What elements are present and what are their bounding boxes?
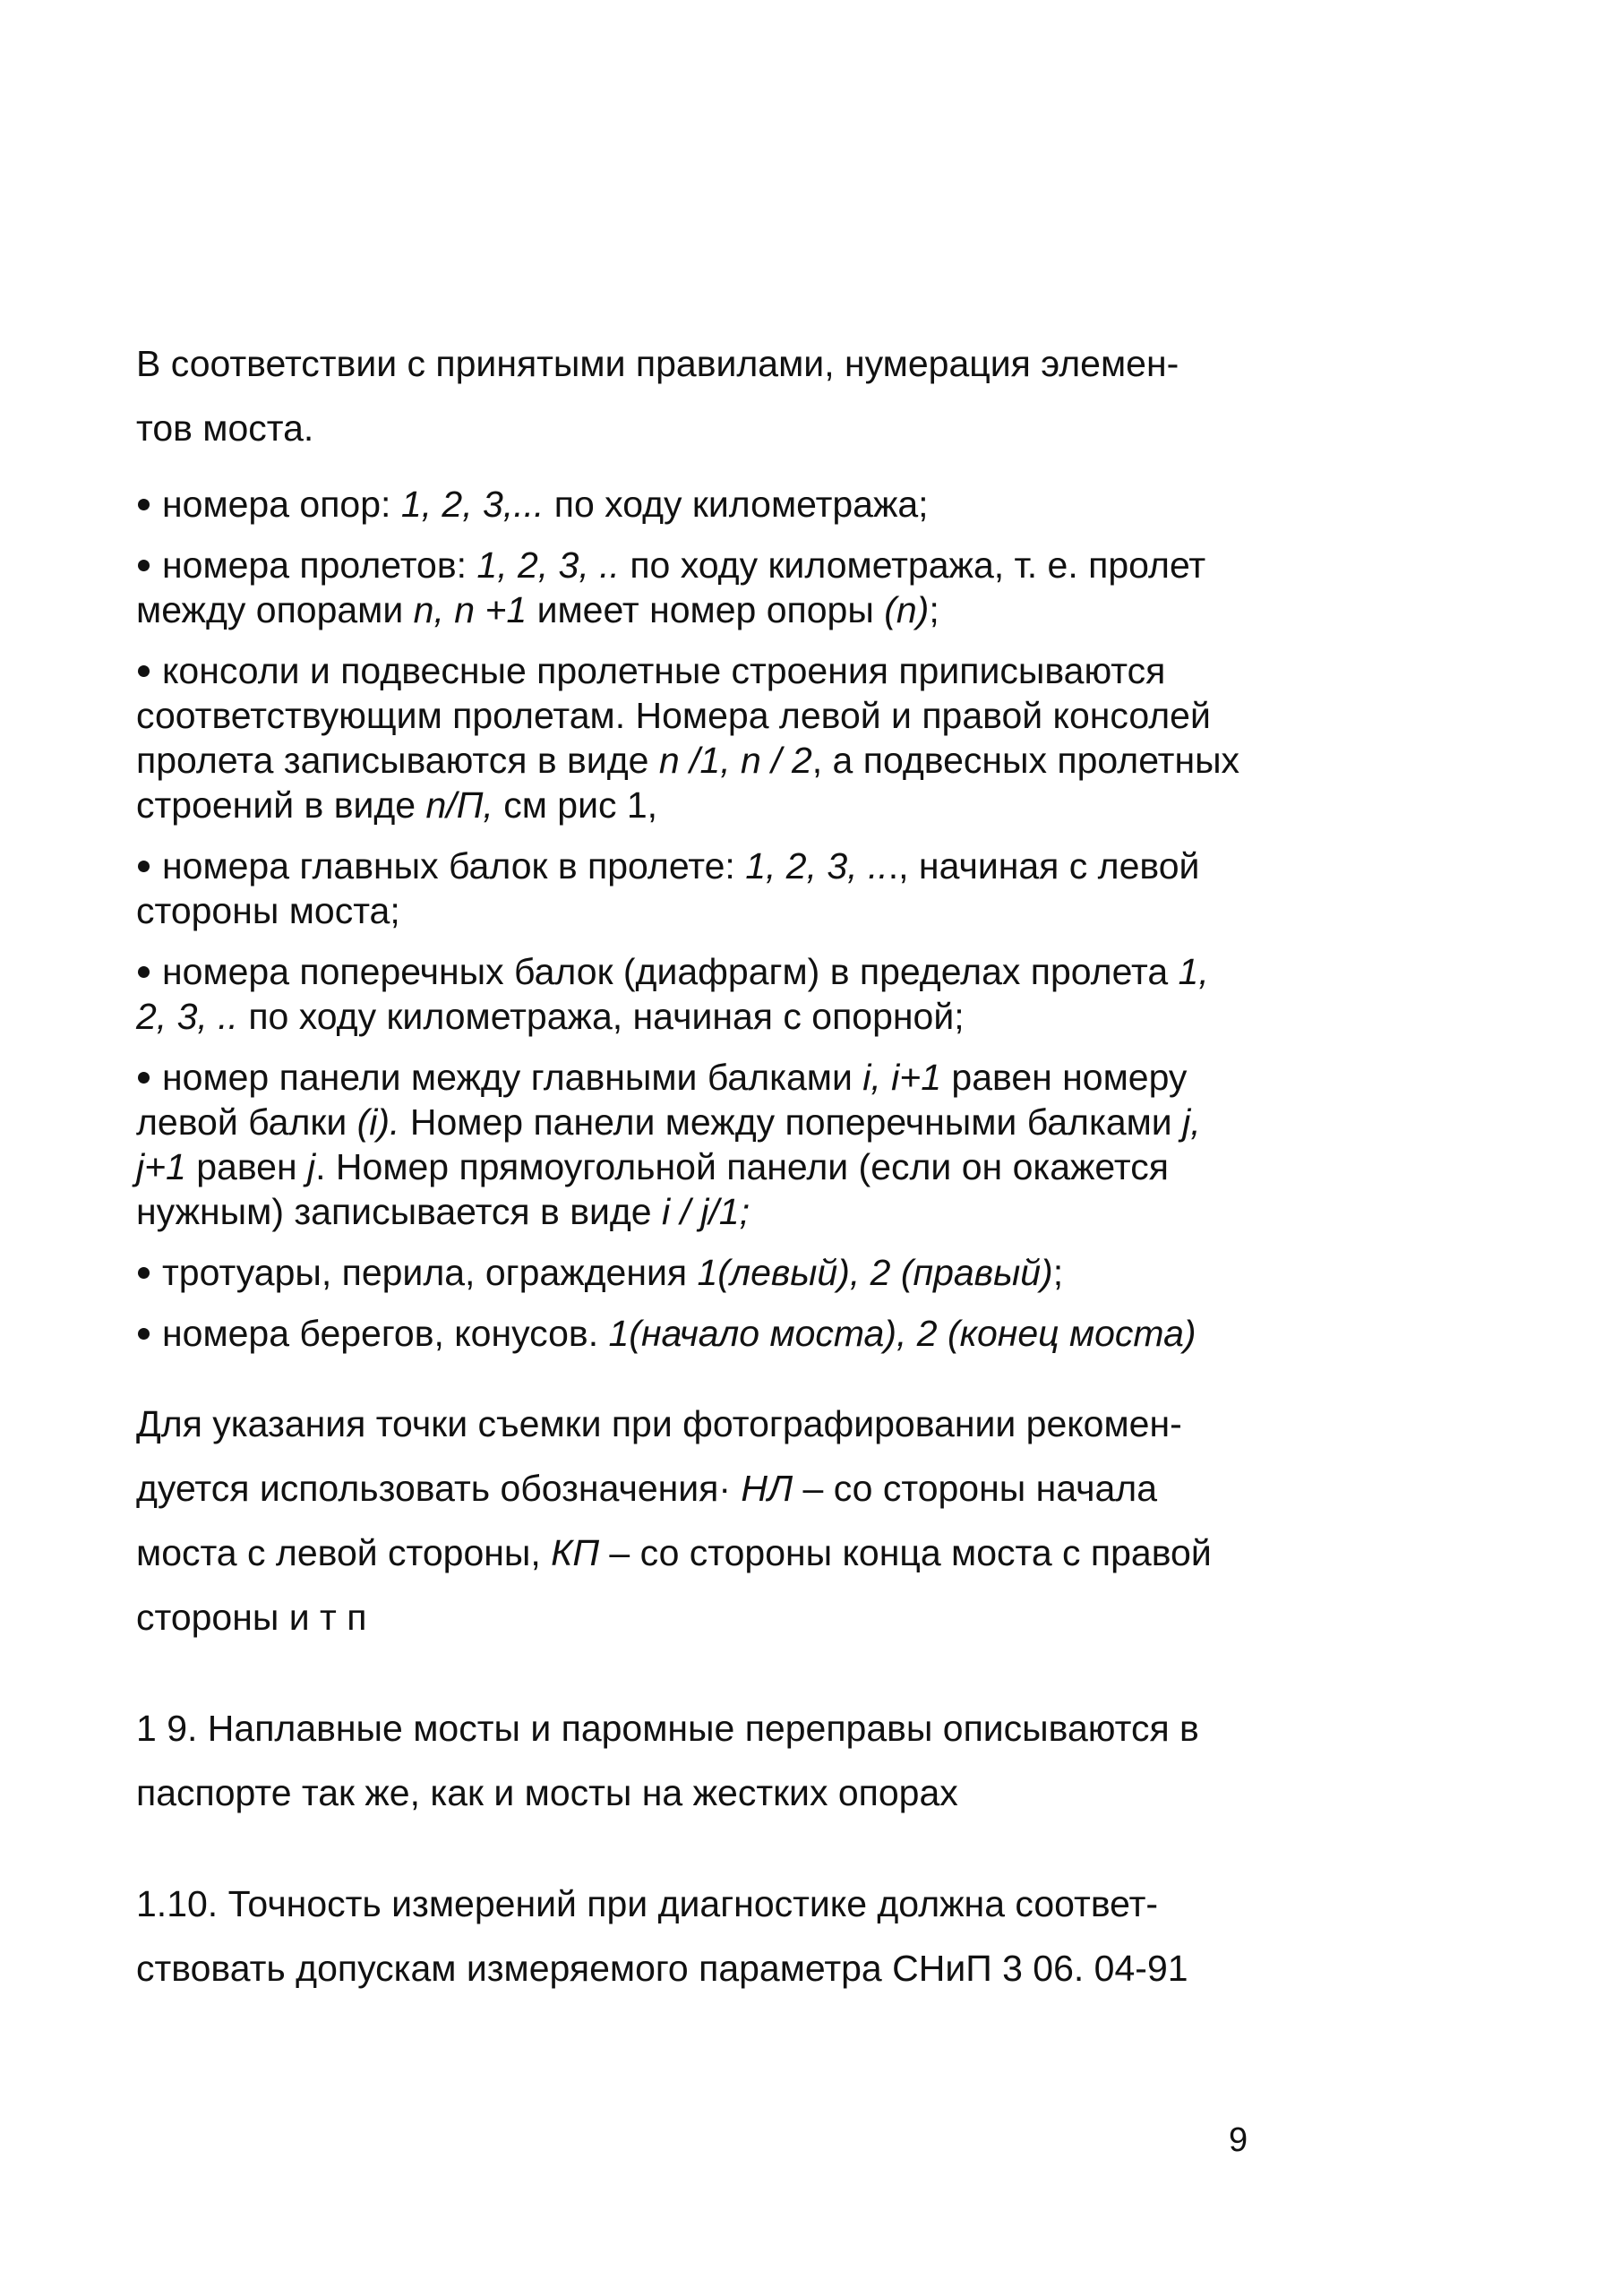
section-1-10: 1.10. Точность измерений при диагностике должна соответствовать допускам измеряемого параметра СНиП 3 06. 04-91 [136,1883,1188,1989]
list-item: номера берегов, конусов. 1(начало моста), 2 (конец моста) [136,1311,1247,1356]
document-page [136,331,1247,2000]
bullet-icon [138,560,150,571]
list-item: номера опор: 1, 2, 3,... по ходу километража; [136,482,1247,527]
intro-line-2: тов моста. [136,407,314,449]
numbering-rules-list [136,482,1247,1356]
bullet-icon [138,1267,150,1279]
intro-line-1: В соответствии с принятыми правилами, нумерация элемен- [136,343,1179,384]
list-item: номера главных балок в пролете: 1, 2, 3, ..., начиная с левой стороны моста; [136,845,1200,931]
list-item: номера пролетов: 1, 2, 3, .. по ходу километража, т. е. пролет между опорами n, n +1 имеет номер опоры (n); [136,544,1206,630]
bullet-icon [138,1328,150,1340]
list-item: консоли и подвесные пролетные строения приписываются соответствующим пролетам. Номера левой и правой консолей пролета записываются в виде n /1, n / 2, а подвесных пролетных строений в виде n/П, см рис 1, [136,650,1240,826]
list-item: номер панели между главными балками i, i+1 равен номеру левой балки (i). Номер панели между поперечными балками j, j+1 равен j. Номер прямоугольной панели (если он окажется нужным) записывается в виде i / j/1; [136,1057,1201,1232]
bullet-icon [138,499,150,510]
photo-notation-paragraph: Для указания точки съемки при фотографировании рекомендуется использовать обозначения· НЛ – со стороны начала моста с левой стороны, КП – со стороны конца моста с правой стороны и т п [136,1403,1212,1638]
bullet-icon [138,861,150,872]
bullet-icon [138,665,150,677]
bullet-icon [138,966,150,978]
intro-paragraph [136,331,1247,460]
page-number: 9 [1229,2121,1248,2159]
list-item: тротуары, перила, ограждения 1(левый), 2 (правый); [136,1250,1247,1295]
list-item: номера поперечных балок (диафрагм) в пределах пролета 1, 2, 3, .. по ходу километража, начиная с опорной; [136,951,1209,1037]
bullet-icon [138,1072,150,1084]
section-1-9: 1 9. Наплавные мосты и паромные переправы описываются в паспорте так же, как и мосты на жестких опорах [136,1708,1199,1813]
